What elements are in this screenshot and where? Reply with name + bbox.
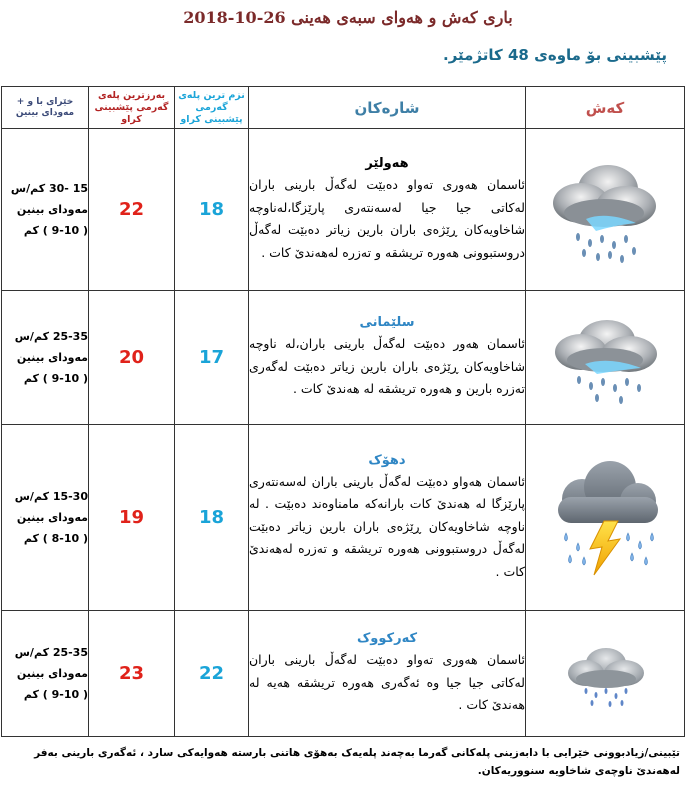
- min-temp-cell: 18: [175, 129, 249, 291]
- wind-visibility-cell: [2, 611, 89, 737]
- wind-visibility-cell: [2, 425, 89, 611]
- storm-cloud-icon: [549, 308, 661, 408]
- header-weather: کەش: [526, 87, 685, 129]
- table-row: [2, 291, 685, 425]
- visibility-label: مەودای بینین: [16, 351, 88, 364]
- page-subtitle: پێشبینی بۆ ماوەی 48 کاتژمێر.: [443, 46, 667, 64]
- forecast-text: ئاسمان هەواو دەبێت لەگەڵ بارینی باران لەسەنتەری پارێزگا لە هەندێ کات بارانەکە مامناوەند دەبێت . لە ناوچە شاخاویەکان ڕێژەی باران بارین زیاتر دەبێت لەگەڵ دروستبوونی هەورە تریشقە و تەزرە لەهەندێ کات .: [249, 473, 525, 579]
- wind-speed: 15 -30 کم/س: [10, 182, 88, 195]
- rain-cloud-icon: [562, 639, 648, 709]
- wind-speed: 15-30 کم/س: [14, 490, 88, 503]
- header-wind-visibility: خێرای با و + مەودای بینین: [2, 87, 89, 129]
- visibility-label: مەودای بینین: [16, 203, 88, 216]
- visibility-value: ( 9-10 ) کم: [23, 688, 88, 701]
- header-cities: شارەکان: [249, 87, 526, 129]
- storm-cloud-icon: [546, 151, 664, 269]
- forecast-text: ئاسمان هەوری تەواو دەبێت لەگەڵ بارینی باران لەکاتی جیا جیا وە ئەگەری هەورە تریشقە هەیە لە هەندێ کات .: [249, 652, 525, 713]
- table-row: [2, 425, 685, 611]
- visibility-value: ( 9-10 ) کم: [23, 372, 88, 385]
- max-temp-cell: 19: [89, 425, 175, 611]
- wind-visibility-cell: [2, 291, 89, 425]
- forecast-text: ئاسمان هەور دەبێت لەگەڵ بارینی باران،لە ناوچە شاخاویەکان ڕێژەی باران بارین زیاتر دەبێت لەگەری تەزرە بارین و هەورە تریشقە لە هەندێ کات .: [249, 336, 525, 397]
- max-temp-cell: 20: [89, 291, 175, 425]
- footnote: تێبینی/زیادبوونی خێرایی با دابەزینی پلەکانی گەرما بەچەند پلەیەک بەهۆی هاتنی بارستە هەوایەکی سارد ، ئەگەری بارینی بەفر لەهەندێ ناوچەی شاخاویە سنووریەکان.: [34, 747, 680, 777]
- wind-visibility-cell: [2, 129, 89, 291]
- thunderstorm-icon: [540, 457, 670, 579]
- visibility-value: ( 9-10 ) کم: [23, 224, 88, 237]
- description-cell: [249, 611, 526, 737]
- table-row: [2, 129, 685, 291]
- description-cell: [249, 129, 526, 291]
- header-max-temp: بەرزترین پلەی گەرمی پێشبینی کراو: [89, 87, 175, 129]
- wind-speed: 25-35 کم/س: [14, 330, 88, 343]
- header-min-temp: نزم ترین پلەی گەرمی پێشبینی کراو: [175, 87, 249, 129]
- weather-icon-cell: [526, 291, 685, 425]
- city-name: سلێمانی: [359, 315, 415, 331]
- visibility-label: مەودای بینین: [16, 667, 88, 680]
- weather-icon-cell: [526, 425, 685, 611]
- wind-speed: 25-35 کم/س: [14, 646, 88, 659]
- description-cell: [249, 291, 526, 425]
- page-title: [23, 8, 663, 27]
- city-name: کەرکووک: [356, 631, 418, 647]
- forecast-text: ئاسمان هەوری تەواو دەبێت لەگەڵ بارینی باران لەکاتی جیا جیا لەسەنتەری پارێزگا،لەناوچە شاخاویەکان ڕێژەی باران بارین زیاتر دەبێت لەگەڵ دروستبوونی هەورە تریشقە و تەزرە لەهەندێ کات .: [249, 177, 525, 260]
- forecast-table: [1, 86, 685, 737]
- weather-icon-cell: [526, 611, 685, 737]
- visibility-label: مەودای بینین: [16, 511, 88, 524]
- max-temp-cell: 23: [89, 611, 175, 737]
- weather-icon-cell: [526, 129, 685, 291]
- visibility-value: ( 8-10 ) کم: [23, 532, 88, 545]
- table-header-row: [2, 87, 685, 129]
- min-temp-cell: 18: [175, 425, 249, 611]
- max-temp-cell: 22: [89, 129, 175, 291]
- city-name: دهۆک: [368, 452, 406, 468]
- title-date: 26-10-2018: [183, 8, 286, 27]
- min-temp-cell: 17: [175, 291, 249, 425]
- title-text: باری کەش و هەوای سبەی هەینی: [291, 8, 513, 27]
- description-cell: [249, 425, 526, 611]
- min-temp-cell: 22: [175, 611, 249, 737]
- table-row: [2, 611, 685, 737]
- city-name: هەولێر: [365, 156, 409, 171]
